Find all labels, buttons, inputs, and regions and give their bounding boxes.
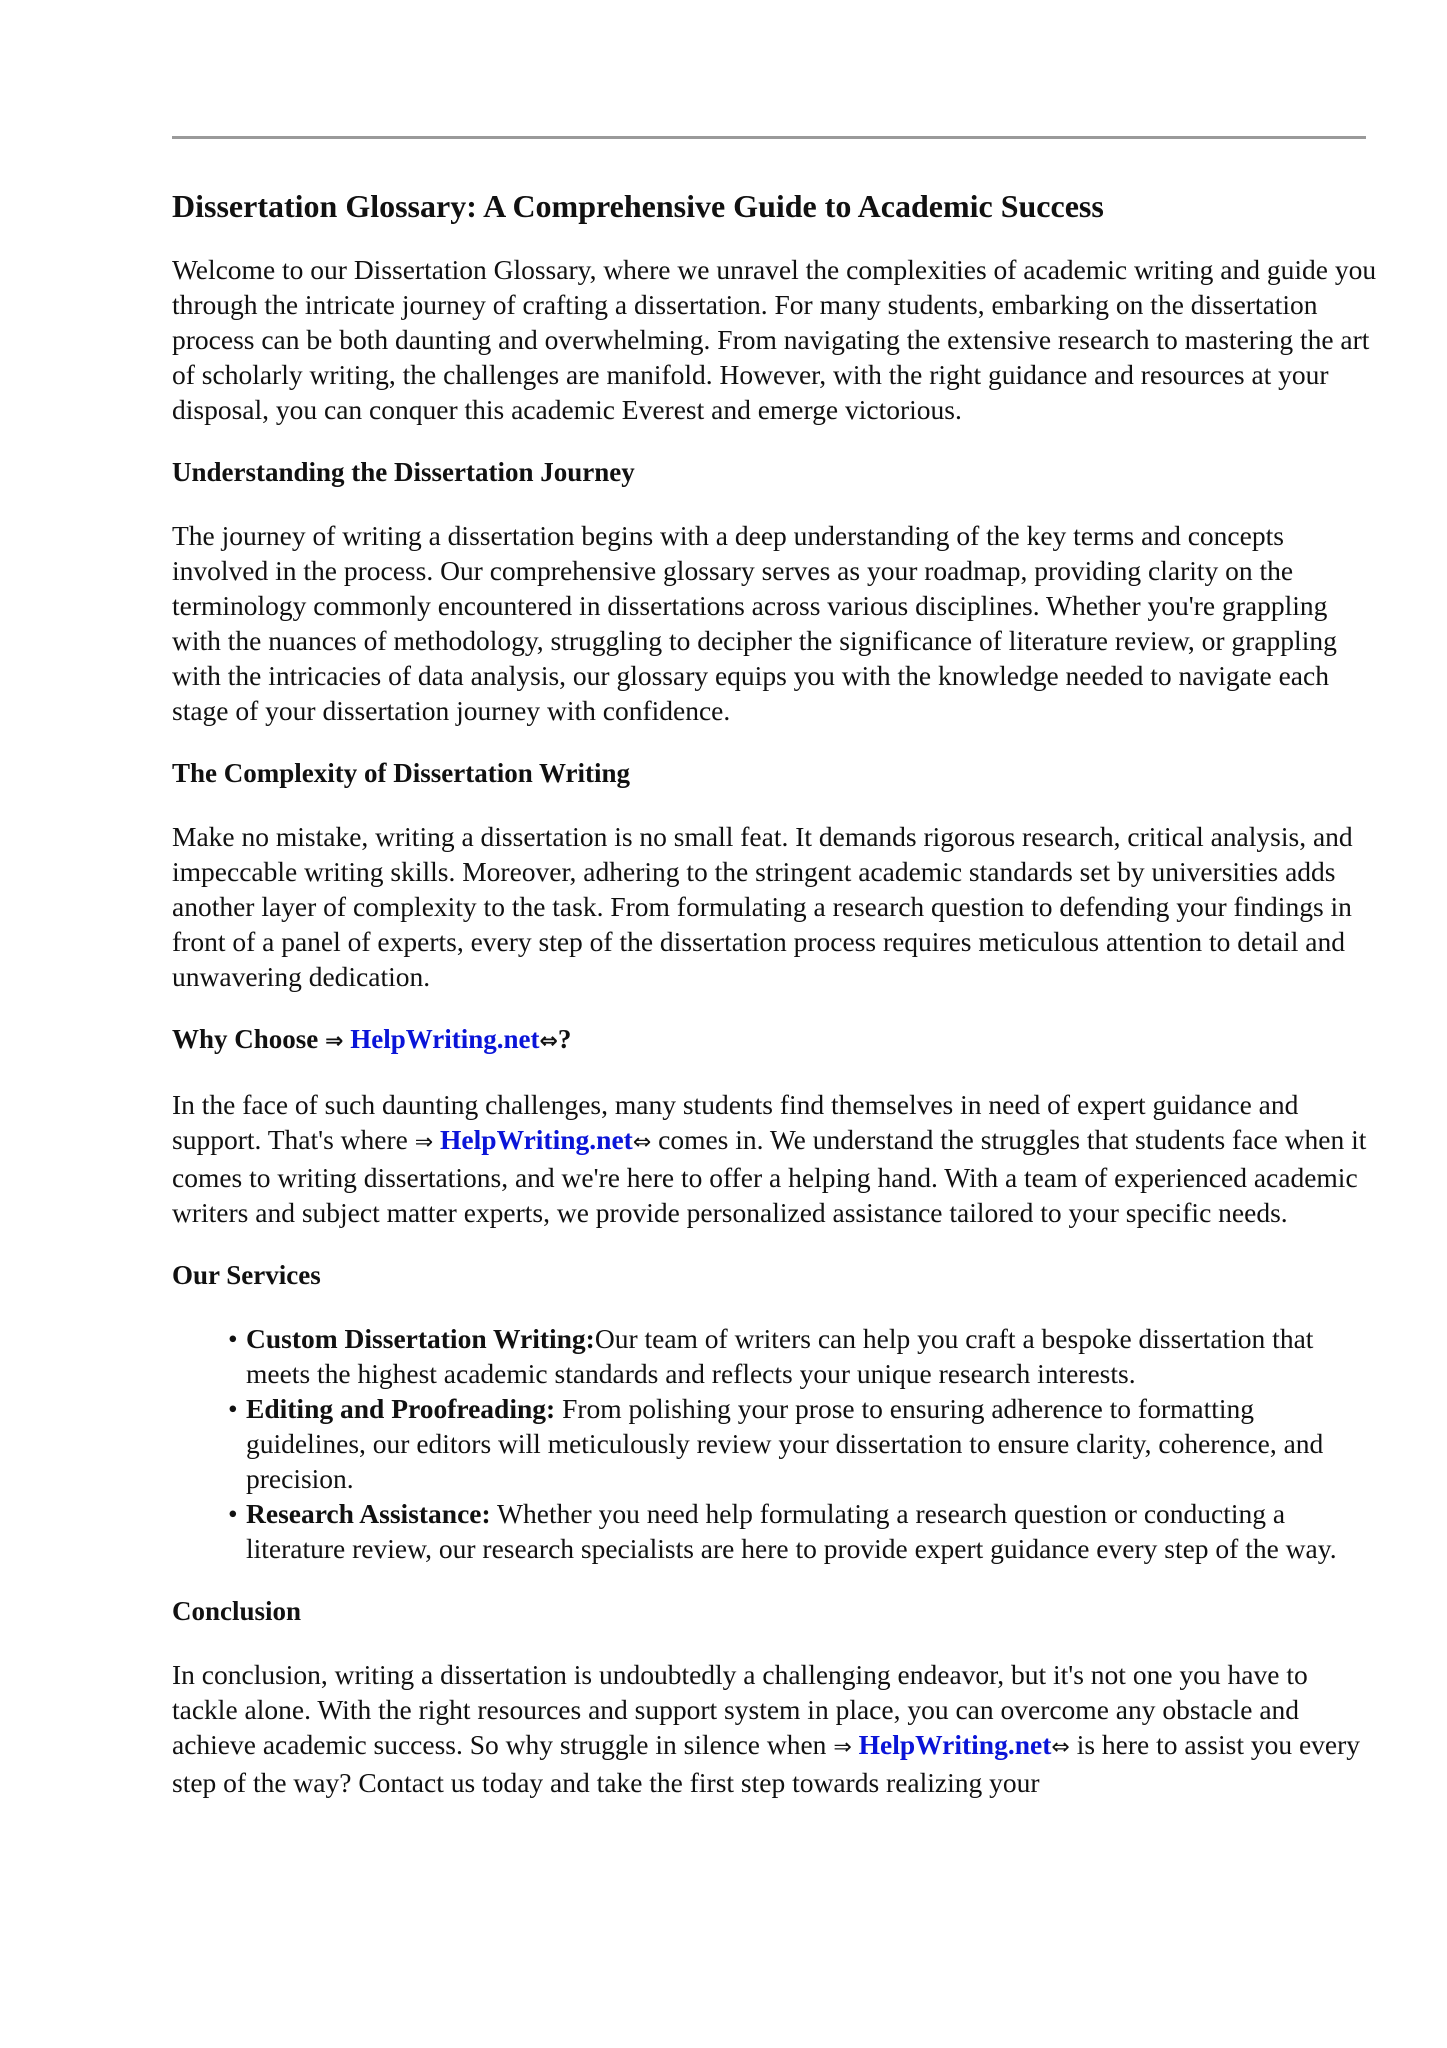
bullet-icon: • xyxy=(228,1393,238,1424)
article xyxy=(172,186,1378,1828)
list-item xyxy=(228,1321,1378,1391)
helpwriting-link[interactable]: HelpWriting.net xyxy=(350,1024,540,1054)
arrow-right-icon: ⇒ xyxy=(325,1029,344,1054)
paragraph-text: In the face of such daunting challenges, many students find themselves in need of expert guidance and support. That's where xyxy=(172,1089,1299,1155)
arrow-right-icon: ⇒ xyxy=(833,1735,852,1760)
arrow-right-icon: ⇒ xyxy=(414,1130,434,1155)
heading-text: Why Choose xyxy=(172,1024,326,1054)
bullet-icon: • xyxy=(228,1498,238,1529)
services-list xyxy=(172,1321,1378,1566)
paragraph-text: In conclusion, writing a dissertation is undoubtedly a challenging endeavor, but it's not one you have to tackle alone. With the right resources and support system in place, you can overcome any obstacle and achieve academic success. So why struggle in silence when xyxy=(172,1659,1308,1760)
helpwriting-link[interactable]: HelpWriting.net xyxy=(440,1124,633,1155)
section-heading-why-choose xyxy=(172,1022,1378,1059)
complexity-paragraph: Make no mistake, writing a dissertation is no small feat. It demands rigorous research, critical analysis, and impeccable writing skills. Moreover, adhering to the stringent academic standards set by universities adds another layer of complexity to the task. From formulating a research question to defending your findings in front of a panel of experts, every step of the dissertation process requires meticulous attention to detail and unwavering dedication. xyxy=(172,821,1353,992)
section-heading-journey: Understanding the Dissertation Journey xyxy=(172,457,635,487)
helpwriting-link[interactable]: HelpWriting.net xyxy=(858,1729,1052,1760)
service-term: Editing and Proofreading: xyxy=(246,1393,556,1424)
paragraph-text: comes in. We understand the struggles that students face when it comes to writing dissertations, and we're here to offer a helping hand. With a team of experienced academic writers and subject matter experts, we provide personalized assistance tailored to your specific needs. xyxy=(172,1124,1367,1228)
section-heading-services: Our Services xyxy=(172,1260,321,1290)
why-choose-paragraph xyxy=(172,1087,1378,1230)
section-heading-conclusion: Conclusion xyxy=(172,1596,302,1626)
list-item xyxy=(228,1496,1378,1566)
section-heading-complexity: The Complexity of Dissertation Writing xyxy=(172,758,630,788)
heading-text: ? xyxy=(557,1024,572,1054)
conclusion-paragraph xyxy=(172,1657,1378,1800)
arrow-both-icon: ⇔ xyxy=(632,1130,652,1155)
service-description: Whether you need help formulating a research question or conducting a literature review, our research specialists are here to provide expert guidance every step of the way. xyxy=(246,1498,1337,1564)
service-description: Our team of writers can help you craft a bespoke dissertation that meets the highest academic standards and reflects your unique research interests. xyxy=(246,1323,1314,1389)
journey-paragraph: The journey of writing a dissertation begins with a deep understanding of the key terms and concepts involved in the process. Our comprehensive glossary serves as your roadmap, providing clarity on the terminology commonly encountered in dissertations across various disciplines. Whether you're grappling with the nuances of methodology, struggling to decipher the significance of literature review, or grappling with the intricacies of data analysis, our glossary equips you with the knowledge needed to navigate each stage of your dissertation journey with confidence. xyxy=(172,520,1337,726)
bullet-icon: • xyxy=(228,1323,238,1354)
intro-paragraph: Welcome to our Dissertation Glossary, where we unravel the complexities of academic writing and guide you through the intricate journey of crafting a dissertation. For many students, embarking on the dissertation process can be both daunting and overwhelming. From navigating the extensive research to mastering the art of scholarly writing, the challenges are manifold. However, with the right guidance and resources at your disposal, you can conquer this academic Everest and emerge victorious. xyxy=(172,254,1377,425)
paragraph-text: is here to assist you every step of the way? Contact us today and take the first step towards realizing your xyxy=(172,1729,1361,1798)
list-item xyxy=(228,1391,1378,1496)
horizontal-rule xyxy=(172,136,1366,139)
service-description: From polishing your prose to ensuring adherence to formatting guidelines, our editors will meticulously review your dissertation to ensure clarity, coherence, and precision. xyxy=(246,1393,1324,1494)
arrow-both-icon: ⇔ xyxy=(1051,1735,1070,1760)
service-term: Research Assistance: xyxy=(246,1498,491,1529)
page-title: Dissertation Glossary: A Comprehensive Guide to Academic Success xyxy=(172,188,1104,224)
arrow-both-icon: ⇔ xyxy=(539,1029,558,1054)
service-term: Custom Dissertation Writing: xyxy=(246,1323,595,1354)
